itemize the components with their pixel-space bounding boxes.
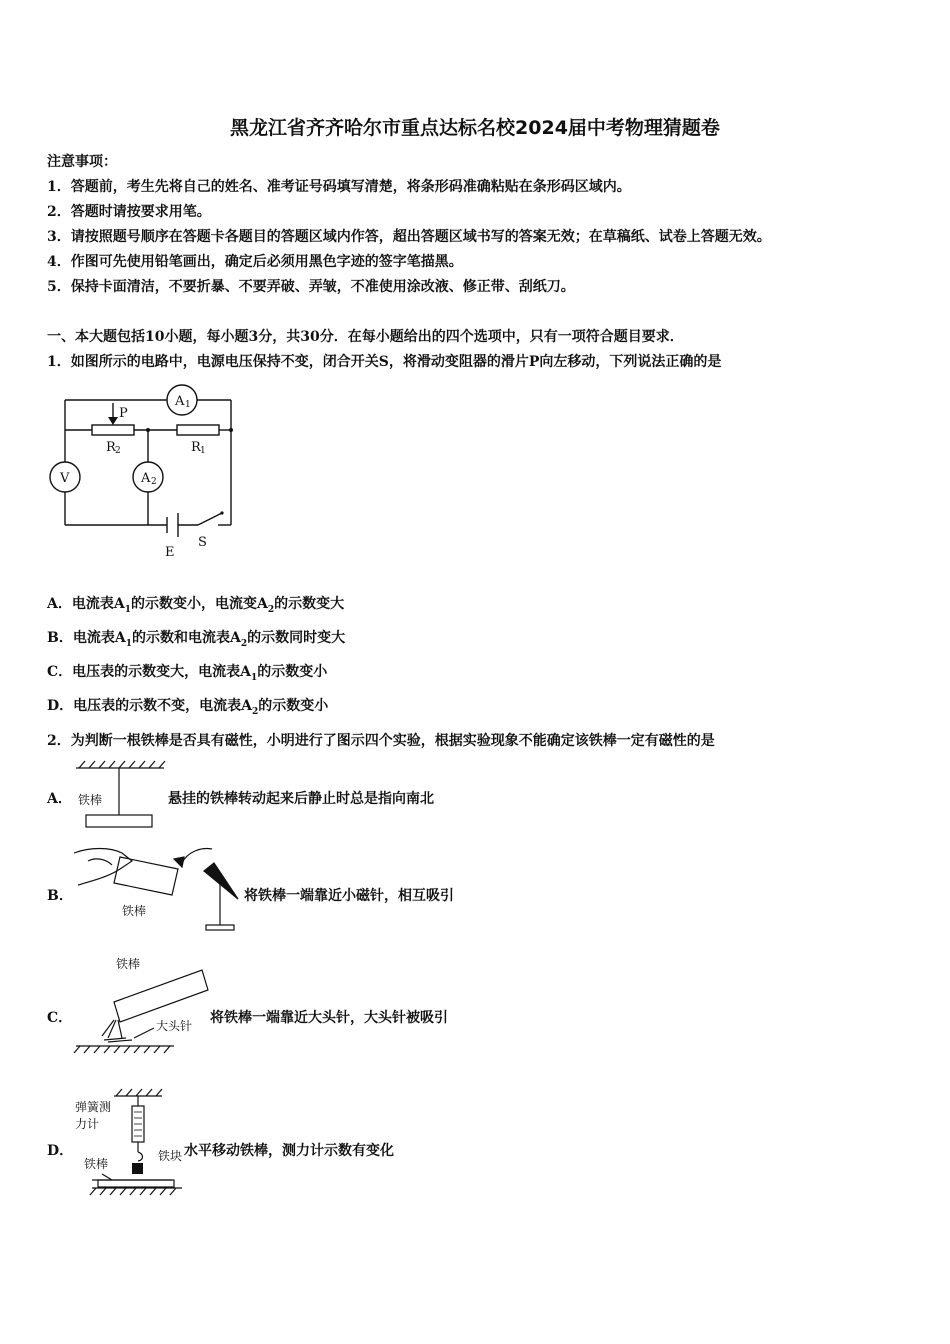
voltmeter-label: V: [60, 471, 70, 486]
notice-item-5: 5．保持卡面清洁，不要折暴、不要弄破、弄皱，不准使用涂改液、修正带、刮纸刀。: [47, 279, 575, 295]
rod-label-b: 铁棒: [122, 904, 147, 918]
page-title: 黑龙江省齐齐哈尔市重点达标名校2024届中考物理猜题卷: [230, 117, 720, 139]
rod-pins-figure: [74, 952, 209, 1057]
q2-option-a-letter: A．: [47, 791, 72, 807]
q1-stem: 1．如图所示的电路中，电源电压保持不变，闭合开关S，将滑动变阻器的滑片P向左移动，下列说法正确的是: [47, 354, 722, 370]
rod-label-d: 铁棒: [84, 1157, 109, 1171]
block-label: 铁块: [158, 1149, 183, 1163]
scale-label-line1: 弹簧测: [75, 1100, 112, 1114]
ammeter-a2-sub: 2: [151, 477, 157, 487]
ammeter-a1-sub: 1: [185, 400, 191, 410]
notice-item-2: 2．答题时请按要求用笔。: [47, 204, 211, 220]
spring-scale-figure: [72, 1088, 192, 1200]
notice-item-3: 3．请按照题号顺序在答题卡各题目的答题区域内作答，超出答题区域书写的答案无效；在草稿纸、试卷上答题无效。: [47, 229, 771, 245]
r1-sub: 1: [200, 446, 206, 456]
q2-option-d-letter: D．: [47, 1143, 74, 1159]
q1-option-a: A．电流表$A_1$的示数变小，电流变$A_2$的示数变大: [47, 596, 345, 615]
pins-label: 大头针: [156, 1019, 193, 1033]
battery-label: E: [165, 545, 175, 560]
switch-label: S: [198, 535, 207, 550]
hand-rod-compass-figure: [70, 843, 245, 938]
rod-label-c: 铁棒: [116, 957, 141, 971]
notice-heading: 注意事项：: [47, 154, 117, 170]
ammeter-a2-label: A: [141, 471, 151, 486]
q2-option-c-letter: C．: [47, 1010, 73, 1026]
rod-label-a: 铁棒: [78, 793, 103, 807]
q2-option-c-text: 将铁棒一端靠近大头针，大头针被吸引: [210, 1010, 448, 1026]
q1-option-d: D．电压表的示数不变，电流表$A_2$的示数变小: [47, 698, 329, 717]
q1-option-b: B．电流表$A_1$的示数和电流表$A_2$的示数同时变大: [47, 630, 346, 649]
suspended-rod-figure: [74, 760, 169, 832]
r1-label: R: [191, 440, 201, 455]
slider-label: P: [119, 406, 128, 421]
q2-option-a-text: 悬挂的铁棒转动起来后静止时总是指向南北: [168, 791, 434, 807]
q2-option-b-text: 将铁棒一端靠近小磁针，相互吸引: [244, 888, 454, 904]
circuit-diagram: [40, 385, 250, 570]
notice-item-1: 1．答题前，考生先将自己的姓名、准考证号码填写清楚，将条形码准确粘贴在条形码区域内。: [47, 179, 631, 195]
scale-label-line2: 力计: [75, 1117, 100, 1131]
q2-option-b-letter: B．: [47, 888, 73, 904]
r2-sub: 2: [115, 446, 121, 456]
q2-stem: 2．为判断一根铁棒是否具有磁性，小明进行了图示四个实验，根据实验现象不能确定该铁棒一定有磁性的是: [47, 733, 715, 749]
ammeter-a1-label: A: [175, 394, 185, 409]
notice-item-4: 4．作图可先使用铅笔画出，确定后必须用黑色字迹的签字笔描黑。: [47, 254, 463, 270]
section-heading: 一、本大题包括10小题，每小题3分，共30分．在每小题给出的四个选项中，只有一项符合题目要求．: [47, 329, 684, 345]
q2-option-d-text: 水平移动铁棒，测力计示数有变化: [184, 1143, 394, 1159]
r2-label: R: [106, 440, 116, 455]
q1-option-c: C．电压表的示数变大，电流表$A_1$的示数变小: [47, 664, 328, 683]
